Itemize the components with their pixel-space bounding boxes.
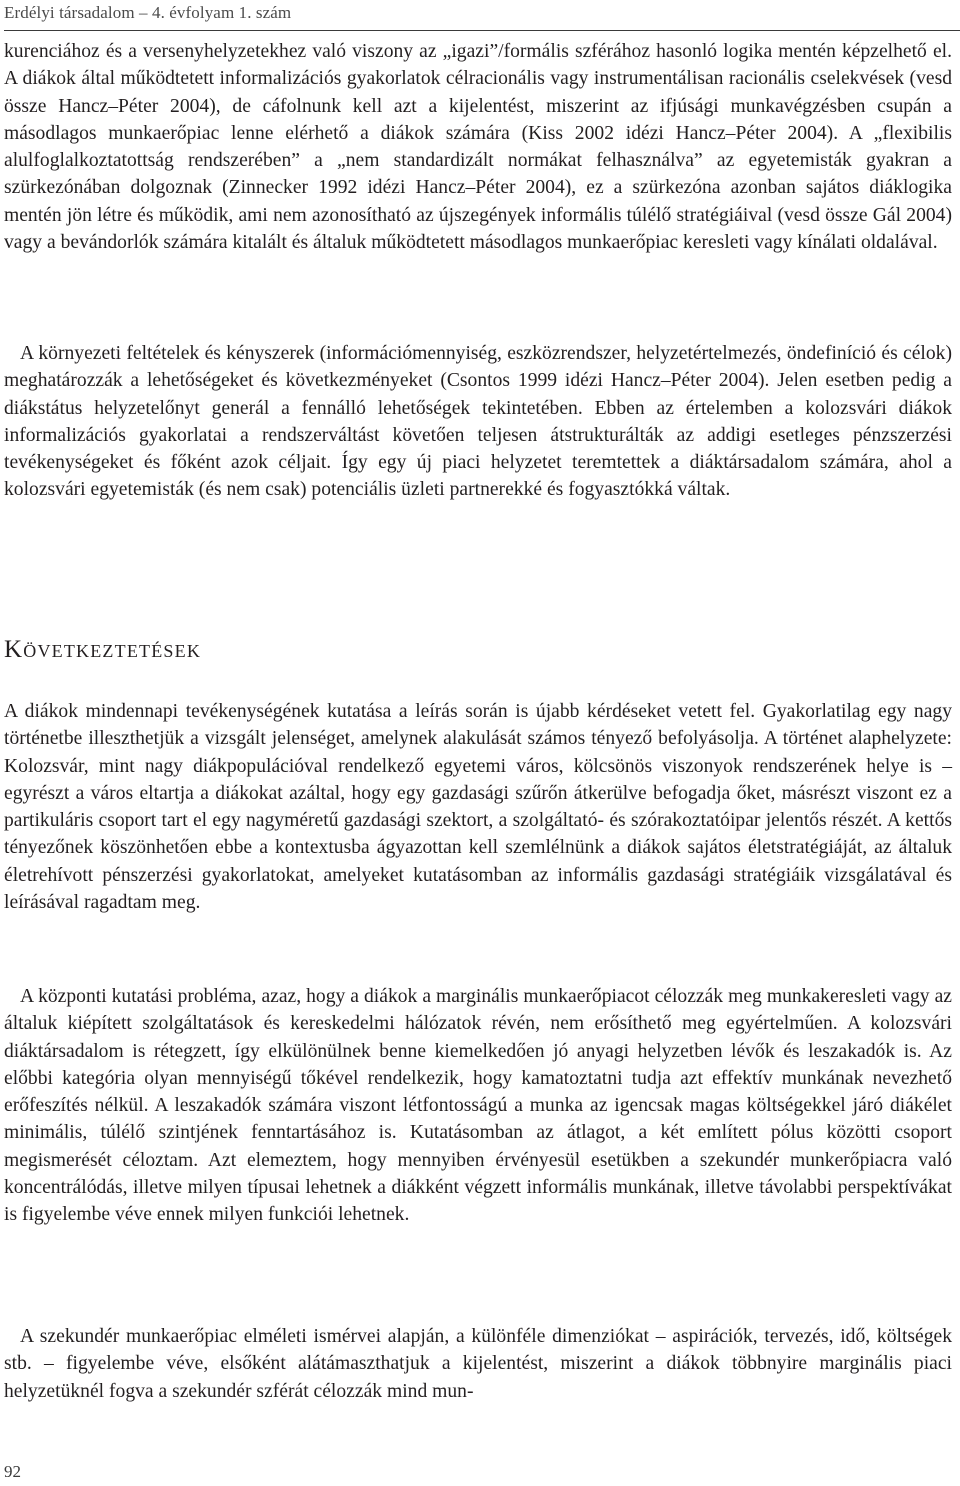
body-paragraph-2: A környezeti feltételek és kényszerek (információmennyiség, eszközrendszer, helyzetértelmezés, öndefiníció és célok) meghatározzák a lehetőségeket és következményeket (Csontos 1999 idézi Hancz–Péter 2004). Jelen esetben pedig a diákstátus helyzetelőnyt generál a fennálló lehetőségek tekintetében. Ebben az értelemben a kolozsvári diákok informalizációs gyakorlatai a rendszerváltást követően teljesen átstrukturálták az addigi esetleges pénzszerzési tevékenységeket és főként azok céljait. Így egy új piaci helyzetet teremtettek a diáktársadalom számára, ahol a kolozsvári egyetemisták (és nem csak) potenciális üzleti partnerekké és fogyasztókká váltak. xyxy=(4,343,952,501)
running-header: Erdélyi társadalom – 4. évfolyam 1. szám xyxy=(4,3,292,22)
header-rule xyxy=(4,30,960,31)
conclusion-paragraph-2: A központi kutatási probléma, azaz, hogy a diákok a marginális munkaerőpiacot célozzák meg munkakeresleti vagy az általuk kiépített szolgáltatások és kereskedelmi hálózatok révén, nem erősíthető meg egyértelműen. A kolozsvári diáktársadalom is rétegzett, így elkülönülnek benne kiemelkedően jó anyagi helyzetben lévők és leszakadók is. Az előbbi kategória olyan mennyiségű tőkével rendelkezik, hogy kamatoztatni tudja azt effektív munkának nevezhető erőfeszítés nélkül. A leszakadók számára viszont létfontosságú a munka az igencsak magas költségekkel járó diákélet minimális, túlélő szintjének fenntartásához is. Kutatásomban az átlagot, a két említett pólus közötti csoport megismerését céloztam. Azt elemeztem, hogy mennyiben érvényesül esetükben a szekundér munkerőpiacra való koncentrálódás, illetve milyen típusai lehetnek a diákként végzett informális munkának, illetve távolabbi perspektívákat is figyelembe véve ennek milyen funkciói lehetnek. xyxy=(4,986,952,1226)
body-paragraph-1: kurenciához és a versenyhelyzetekhez való viszony az „igazi”/formális szférához hasonló logika mentén képzelhető el. A diákok által működtetett informalizációs gyakorlatok célracionális vagy instrumentálisan racionális cselekvések (vesd össze Hancz–Péter 2004), de cáfolnunk kell azt a kijelentést, miszerint az ifjúsági munkavégzésben csupán a másodlagos munkaerőpiac lenne elérhető a diákok számára (Kiss 2002 idézi Hancz–Péter 2004). A „flexibilis alulfoglalkoztatottság rendszerében” a „nem standardizált normákat felhasználva” az egyetemisták gyakran a szürkezónában dolgoznak (Zinnecker 1992 idézi Hancz–Péter 2004), ez a szürkezóna azonban sajátos diáklogika mentén jön létre és működik, ami nem azonosítható az újszegények informális túlélő stratégiáival (vesd össze Gál 2004) vagy a bevándorlók számára kitalált és általuk működtetett másodlagos munkaerőpiac keresleti vagy kínálati oldalával. xyxy=(4,41,952,254)
page-number: 92 xyxy=(4,1462,21,1481)
conclusion-paragraph-3: A szekundér munkaerőpiac elméleti ismérvei alapján, a különféle dimenziókat – aspirációk, tervezés, idő, költségek stb. – figyelembe véve, elsőként alátámaszthatjuk a kijelentést, miszerint a diákok többnyire marginális piaci helyzetüknél fogva a szekundér szférát célozzák mind mun- xyxy=(4,1326,952,1402)
section-heading: Következtetések xyxy=(4,636,202,663)
conclusion-paragraph-1: A diákok mindennapi tevékenységének kutatása a leírás során is újabb kérdéseket vetett fel. Gyakorlatilag egy nagy történetbe illeszthetjük a vizsgált jelenséget, amelynek alakulását számos tényező befolyásolja. A történet alaphelyzete: Kolozsvár, mint nagy diákpopulációval rendelkező egyetemi város, kölcsönös viszonyok rendszerének helye is – egyrészt a város eltartja a diákokat azáltal, hogy egy gazdasági szűrőn átkerülve befogadja őket, másrészt viszont ez a partikuláris csoport tart el egy nagyméretű gazdasági szektort, a szolgáltató- és szórakoztatóipar jelentős részét. A kettős tényezőnek köszönhetően ebbe a kontextusba ágyazottan kell szemlélnünk a diákok sajátos életstratégiáját, az általuk életrehívott pénszerzési gyakorlatokat, amelyeket kutatásomban az informális gazdasági stratégiáik vizsgálatával és leírásával ragadtam meg. xyxy=(4,701,952,914)
